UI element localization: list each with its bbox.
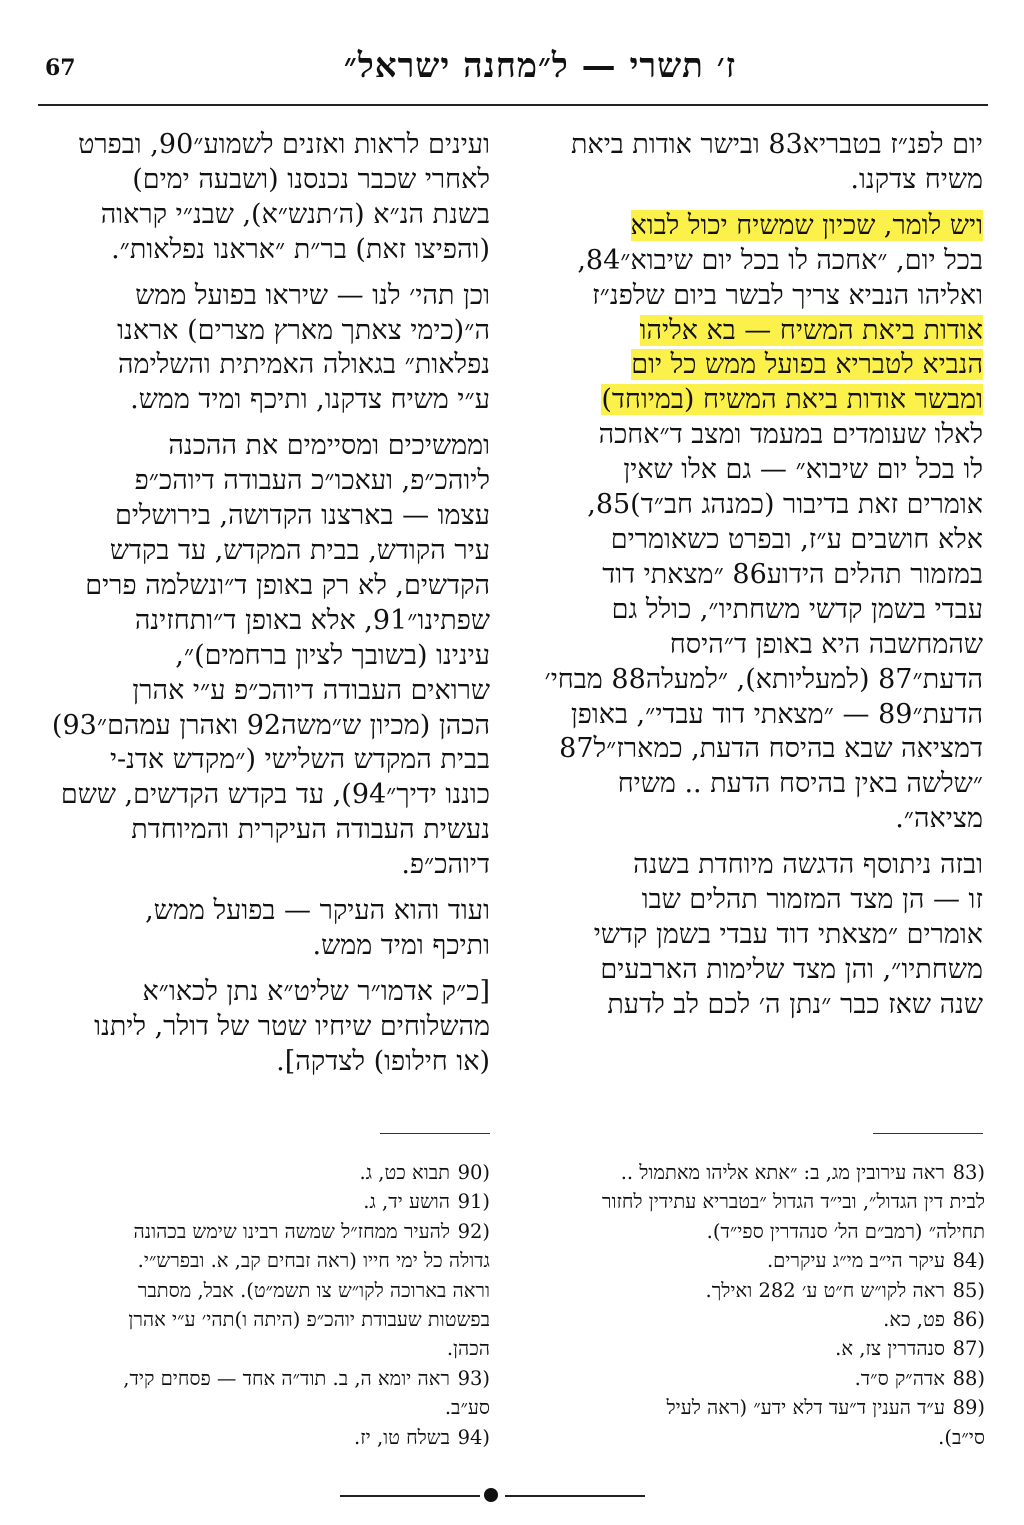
line-text: מציאה״. <box>895 803 983 835</box>
line-text: במזמור תהלים הידוע86 ״מצאתי דוד <box>602 558 983 590</box>
footnote-number: (83 <box>952 1161 985 1184</box>
paragraph-gap <box>38 964 490 975</box>
footnote-text: בפשטות שעבודת יוהכ״פ (היתה ו)תהי׳ ע״י אהרן <box>128 1308 490 1332</box>
footnote-number: (89 <box>952 1396 985 1420</box>
line-text: משיח צדקנו. <box>850 163 983 195</box>
text-line <box>523 802 983 837</box>
text-line <box>523 698 983 733</box>
line-text: נפלאות״ בגאולה האמיתית והשלימה <box>118 349 490 381</box>
text-line <box>523 488 983 523</box>
footnote-text: להעיר ממחז״ל שמשה רבינו שימש בכהונה <box>133 1219 450 1243</box>
line-text: דיוהכ״פ. <box>401 849 490 881</box>
line-text: (והפיצו זאת) בר״ת ״אראנו נפלאות״. <box>111 233 490 265</box>
line-text: ובזה ניתוסף הדגשה מיוחדת בשנה <box>633 849 983 881</box>
line-text: [כ״ק אדמו״ר שליט״א נתן לכאו״א <box>142 975 490 1007</box>
footnote-text: הושע יד, ג. <box>363 1190 450 1214</box>
text-line <box>38 778 490 813</box>
text-line <box>523 883 983 918</box>
footnote-text: הכהן. <box>446 1337 490 1361</box>
footnote-number: (84 <box>952 1249 985 1273</box>
line-text: ע״י משיח צדקנו, ותיכף ומיד ממש. <box>130 384 490 416</box>
line-text: עצמו — בארצנו הקדושה, בירושלים <box>114 500 490 532</box>
running-head: ז׳ תשרי — ל״מחנה ישראל״ <box>343 46 737 86</box>
line-text: ״שלשה באין בהיסח הדעת .. משיח <box>617 768 983 800</box>
line-text: עינינו (בשובך לציון ברחמים)״, <box>175 639 490 671</box>
line-text: שהמחשבה היא באופן ד״היסח <box>669 628 983 660</box>
text-line <box>38 233 490 268</box>
text-line <box>38 709 490 744</box>
line-text: שפתינו״91, אלא באופן ד״ותחזינה <box>134 604 490 636</box>
footnote-line <box>40 1276 490 1305</box>
text-line <box>38 499 490 534</box>
line-text: ועוד והוא העיקר — בפועל ממש, <box>145 895 490 927</box>
footnote-line <box>515 1187 985 1216</box>
footnote-line <box>515 1217 985 1246</box>
text-line <box>523 314 983 349</box>
footnote-line <box>515 1364 985 1393</box>
line-text: לאלו שעומדים במעמד ומצב ד״אחכה <box>598 419 983 451</box>
footnote-text: לבית דין הגדול״, ובי״ד הגדול ״בטבריא עתידין לחזור <box>601 1190 985 1214</box>
text-line <box>523 348 983 383</box>
footnote-number: (90 <box>457 1161 490 1184</box>
footnote-line <box>40 1423 490 1452</box>
line-text: אומרים ״מצאתי דוד עבדי בשמן קדשי <box>593 918 983 950</box>
text-line <box>523 523 983 558</box>
footnote-line <box>515 1334 985 1363</box>
line-text: ותיכף ומיד ממש. <box>312 929 490 961</box>
line-text: לו בכל יום שיבוא״ — גם אלו שאין <box>623 454 983 486</box>
line-text: משחתיו״, והן מצד שלימות הארבעים <box>600 953 983 985</box>
footnote-line <box>515 1246 985 1275</box>
text-line <box>38 813 490 848</box>
line-text: שנה שאז כבר ״נתן ה׳ לכם לב לדעת <box>607 988 983 1020</box>
line-text: הדעת״87 (למעליותא), ״למעלה88 מבחי׳ <box>544 663 983 695</box>
text-line <box>38 464 490 499</box>
footnote-line <box>515 1158 985 1187</box>
footnote-line <box>40 1305 490 1334</box>
highlighted-text: ומבשר אודות ביאת המשיח (במיוחד) <box>601 384 983 416</box>
text-line <box>38 128 490 163</box>
right-text-column <box>523 128 983 1023</box>
line-text: בבית המקדש השלישי (״מקדש אדנ-י <box>109 744 490 776</box>
footnote-number: (91 <box>457 1190 490 1214</box>
line-text: שרואים העבודה דיוהכ״פ ע״י אהרן <box>132 674 490 706</box>
text-line <box>38 743 490 778</box>
line-text: הדעת״89 — ״מצאתי דוד עבדי״, באופן <box>570 698 983 730</box>
text-line <box>523 628 983 663</box>
text-line <box>38 534 490 569</box>
footnote-number: (86 <box>952 1308 985 1332</box>
footnote-line <box>40 1187 490 1216</box>
line-text: בכל יום, ״אחכה לו בכל יום שיבוא״84, <box>577 244 983 276</box>
text-line <box>38 674 490 709</box>
text-line <box>38 348 490 383</box>
footnote-text: סנהדרין צז, א. <box>835 1337 945 1361</box>
footnote-line <box>40 1393 490 1422</box>
text-line <box>523 383 983 418</box>
footnote-text: סע״ב. <box>444 1396 490 1420</box>
footnotes-left <box>40 1158 490 1452</box>
footnote-number: (94 <box>457 1425 490 1449</box>
text-line <box>523 848 983 883</box>
footnote-number: (92 <box>457 1219 490 1243</box>
text-line <box>523 163 983 198</box>
left-text-column <box>38 128 490 1080</box>
text-line <box>523 988 983 1023</box>
line-text: נעשית העבודה העיקרית והמיוחדת <box>131 814 490 846</box>
paragraph-gap <box>38 418 490 429</box>
footnote-line <box>40 1246 490 1275</box>
text-line <box>38 639 490 674</box>
footnote-text: ע״ד הענין ד״עד דלא ידע״ (ראה לעיל <box>666 1396 945 1420</box>
text-line <box>523 732 983 767</box>
bottom-ornament-dot <box>484 1488 498 1502</box>
line-text: ואליהו הנביא צריך לבשר ביום שלפנ״ז <box>592 279 983 311</box>
footnote-number: (88 <box>952 1366 985 1390</box>
footnote-text: סי״ב). <box>938 1425 985 1449</box>
line-text: יום לפנ״ז בטבריא83 ובישר אודות ביאת <box>571 129 983 160</box>
highlighted-text: אודות ביאת המשיח — בא אליהו <box>639 314 983 346</box>
footnote-text: תחילה״ (רמב״ם הל׳ סנהדרין ספי״ד). <box>706 1219 985 1243</box>
line-text: דמציאה שבא בהיסח הדעת, כמארז״ל87 <box>559 733 983 765</box>
line-text: עיר הקודש, בבית המקדש, עד בקדש <box>109 534 490 566</box>
header-rule <box>38 104 988 106</box>
footnote-text: פט, כא. <box>883 1308 945 1332</box>
text-line <box>523 418 983 453</box>
text-line <box>523 279 983 314</box>
footnote-line <box>40 1334 490 1363</box>
line-text: אומרים זאת בדיבור (כמנהג חב״ד)85, <box>587 489 983 521</box>
text-line <box>523 128 983 163</box>
footnote-text: ראה לקו״ש ח״ט ע׳ 282 ואילך. <box>705 1278 945 1302</box>
text-line <box>523 244 983 279</box>
footnote-line <box>515 1393 985 1422</box>
text-line <box>38 314 490 349</box>
text-line <box>38 894 490 929</box>
text-line <box>523 767 983 802</box>
footnote-text: גדולה כל ימי חייו (ראה זבחים קב, א. ובפרש״י. <box>137 1249 490 1273</box>
footnote-rule-right <box>873 1133 983 1134</box>
text-line <box>523 663 983 698</box>
paragraph-gap <box>523 837 983 848</box>
footnote-number: (85 <box>952 1278 985 1302</box>
text-line <box>38 198 490 233</box>
line-text: זו — הן מצד המזמור תהלים שבו <box>641 884 983 916</box>
text-line <box>523 209 983 244</box>
line-text: מהשלוחים שיחיו שטר של דולר, ליתנו <box>94 1010 490 1042</box>
line-text: וכן תהי׳ לנו — שיראו בפועל ממש <box>135 279 490 311</box>
text-line <box>523 953 983 988</box>
text-line <box>38 848 490 883</box>
footnote-line <box>515 1305 985 1334</box>
text-line <box>38 429 490 464</box>
line-text: כוננו ידיך״94), עד בקדש הקדשים, ששם <box>60 779 490 811</box>
footnote-text: ראה יומא ה, ב. תוד״ה אחד — פסחים קיד, <box>123 1366 450 1390</box>
text-line <box>38 975 490 1010</box>
footnote-text: בשלח טו, יז. <box>354 1425 450 1449</box>
footnote-line <box>515 1276 985 1305</box>
line-text: בשנת הנ״א (ה׳תנש״א), שבנ״י קראוה <box>100 198 490 230</box>
line-text: הקדשים, לא רק באופן ד״ונשלמה פרים <box>85 569 490 601</box>
footnote-text: תבוא כט, ג. <box>359 1161 450 1184</box>
footnote-text: ראה עירובין מג, ב: ״אתא אליהו מאתמול .. <box>620 1161 945 1184</box>
footnotes-right <box>515 1158 985 1452</box>
footnote-text: עיקר הי״ב מי״ג עיקרים. <box>766 1249 945 1273</box>
line-text: לאחרי שכבר נכנסנו (ושבעה ימים) <box>132 163 490 195</box>
text-line <box>38 569 490 604</box>
line-text: ועינים לראות ואזנים לשמוע״90, ובפרט <box>78 129 490 160</box>
footnote-line <box>515 1423 985 1452</box>
highlighted-text: הנביא לטבריא בפועל ממש כל יום <box>631 349 983 381</box>
footnote-number: (93 <box>457 1366 490 1390</box>
text-line <box>38 383 490 418</box>
text-line <box>523 593 983 628</box>
line-text: (או חילופו) לצדקה]. <box>276 1045 490 1077</box>
footnote-line <box>40 1217 490 1246</box>
text-line <box>523 453 983 488</box>
paragraph-gap <box>38 883 490 894</box>
text-line <box>38 1045 490 1080</box>
text-line <box>38 929 490 964</box>
line-text: עבדי בשמן קדשי משחתיו״, כולל גם <box>611 593 983 625</box>
line-text: אלא חושבים ע״ז, ובפרט כשאומרים <box>610 523 983 555</box>
footnote-line <box>40 1364 490 1393</box>
bottom-ornament-line-right <box>505 1495 645 1497</box>
bottom-ornament-line-left <box>340 1495 480 1497</box>
page-number: 67 <box>45 55 76 81</box>
line-text: הכהן (מכיון ש״משה92 ואהרן עמהם״93) <box>51 709 490 741</box>
footnote-rule-left <box>380 1133 490 1134</box>
text-line <box>523 918 983 953</box>
text-line <box>38 1010 490 1045</box>
paragraph-gap <box>523 198 983 209</box>
text-line <box>38 279 490 314</box>
footnote-line <box>40 1158 490 1187</box>
line-text: ה״(כימי צאתך מארץ מצרים) אראנו <box>117 314 490 346</box>
footnote-text: וראה בארוכה לקו״ש צו תשמ״ט). אבל, מסתבר <box>137 1278 490 1302</box>
footnote-number: (87 <box>952 1337 985 1361</box>
line-text: ליוהכ״פ, ועאכו״כ העבודה דיוהכ״פ <box>134 465 490 497</box>
paragraph-gap <box>38 268 490 279</box>
line-text: וממשיכים ומסיימים את ההכנה <box>168 430 490 462</box>
highlighted-text: ויש לומר, שכיון שמשיח יכול לבוא <box>630 209 983 241</box>
text-line <box>38 604 490 639</box>
text-line <box>523 558 983 593</box>
footnote-text: אדה״ק ס״ד. <box>854 1366 945 1390</box>
text-line <box>38 163 490 198</box>
